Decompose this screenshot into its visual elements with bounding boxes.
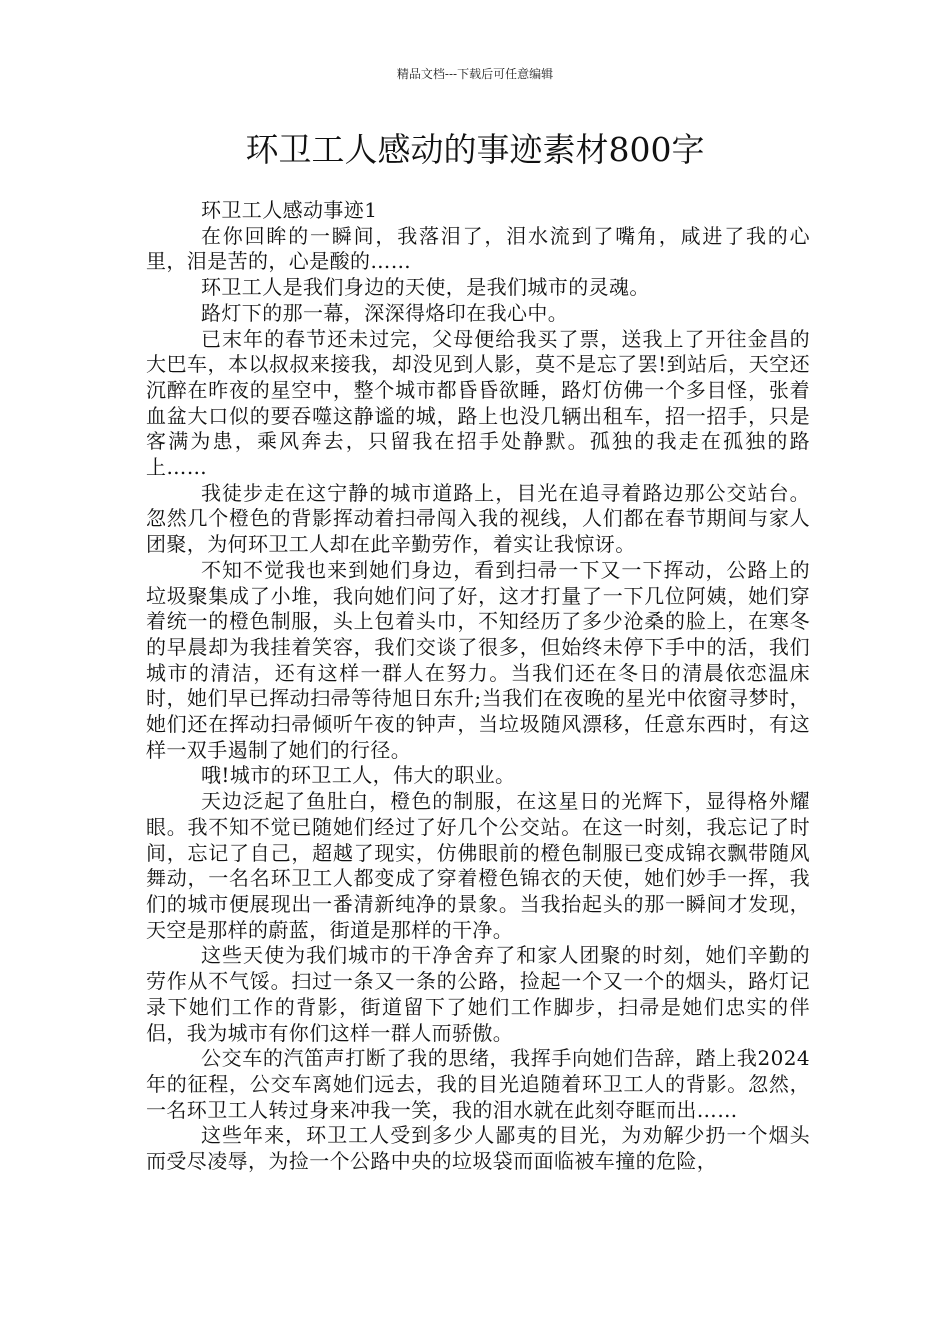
paragraph: 不知不觉我也来到她们身边，看到扫帚一下又一下挥动，公路上的垃圾聚集成了小堆，我向她们问了好，这才打量了一下几位阿姨，她们穿着统一的橙色制服，头上包着头巾，不知经历了多少沧桑的脸上，在寒冬的早晨却为我挂着笑容，我们交谈了很多，但始终未停下手中的活，我们城市的清洁，还有这样一群人在努力。当我们还在冬日的清晨依恋温床时，她们早已挥动扫帚等待旭日东升;当我们在夜晚的星光中依窗寻梦时，她们还在挥动扫帚倾听午夜的钟声，当垃圾随风漂移，任意东西时，有这样一双手遏制了她们的行径。 (146, 557, 810, 762)
document-body (146, 198, 810, 1175)
header-note: 精品文档---下载后可任意编辑 (396, 67, 554, 81)
paragraph: 这些年来，环卫工人受到多少人鄙夷的目光，为劝解少扔一个烟头而受尽凌辱，为捡一个公路中央的垃圾袋而面临被车撞的危险， (146, 1123, 810, 1174)
paragraph: 公交车的汽笛声打断了我的思绪，我挥手向她们告辞，踏上我2024年的征程，公交车离她们远去，我的目光追随着环卫工人的背影。忽然，一名环卫工人转过身来冲我一笑，我的泪水就在此刻夺眶而出…… (146, 1046, 810, 1122)
paragraph: 天边泛起了鱼肚白，橙色的制服，在这星日的光辉下，显得格外耀眼。我不知不觉已随她们经过了好几个公交站。在这一时刻，我忘记了时间，忘记了自己，超越了现实，仿佛眼前的橙色制服已变成锦衣飘带随风舞动，一名名环卫工人都变成了穿着橙色锦衣的天使，她们妙手一挥，我们的城市便展现出一番清新纯净的景象。当我抬起头的那一瞬间才发现，天空是那样的蔚蓝，街道是那样的干净。 (146, 789, 810, 942)
paragraph: 环卫工人是我们身边的天使，是我们城市的灵魂。 (201, 275, 650, 300)
paragraph: 这些天使为我们城市的干净舍弃了和家人团聚的时刻，她们辛勤的劳作从不气馁。扫过一条又一条的公路，捡起一个又一个的烟头，路灯记录下她们工作的背影，街道留下了她们工作脚步，扫帚是她们忠实的伴侣，我为城市有你们这样一群人而骄傲。 (146, 943, 810, 1045)
paragraph: 已末年的春节还未过完，父母便给我买了票，送我上了开往金昌的大巴车，本以叔叔来接我，却没见到人影，莫不是忘了罢!到站后，天空还沉醉在昨夜的星空中，整个城市都昏昏欲睡，路灯仿佛一个多目怪，张着血盆大口似的要吞噬这静谧的城，路上也没几辆出租车，招一招手，只是客满为患，乘风奔去，只留我在招手处静默。孤独的我走在孤独的路上…… (146, 326, 810, 480)
subheading: 环卫工人感动事迹1 (201, 198, 378, 222)
paragraph: 路灯下的那一幕，深深得烙印在我心中。 (201, 300, 569, 325)
paragraph: 哦!城市的环卫工人，伟大的职业。 (201, 763, 516, 788)
document-title: 环卫工人感动的事迹素材800字 (245, 130, 705, 169)
paragraph: 我徒步走在这宁静的城市道路上，目光在追寻着路边那公交站台。忽然几个橙色的背影挥动着扫帚闯入我的视线，人们都在春节期间与家人团聚，为何环卫工人却在此辛勤劳作，着实让我惊讶。 (146, 480, 810, 557)
paragraph: 在你回眸的一瞬间，我落泪了，泪水流到了嘴角，咸进了我的心里，泪是苦的，心是酸的…… (146, 223, 810, 274)
